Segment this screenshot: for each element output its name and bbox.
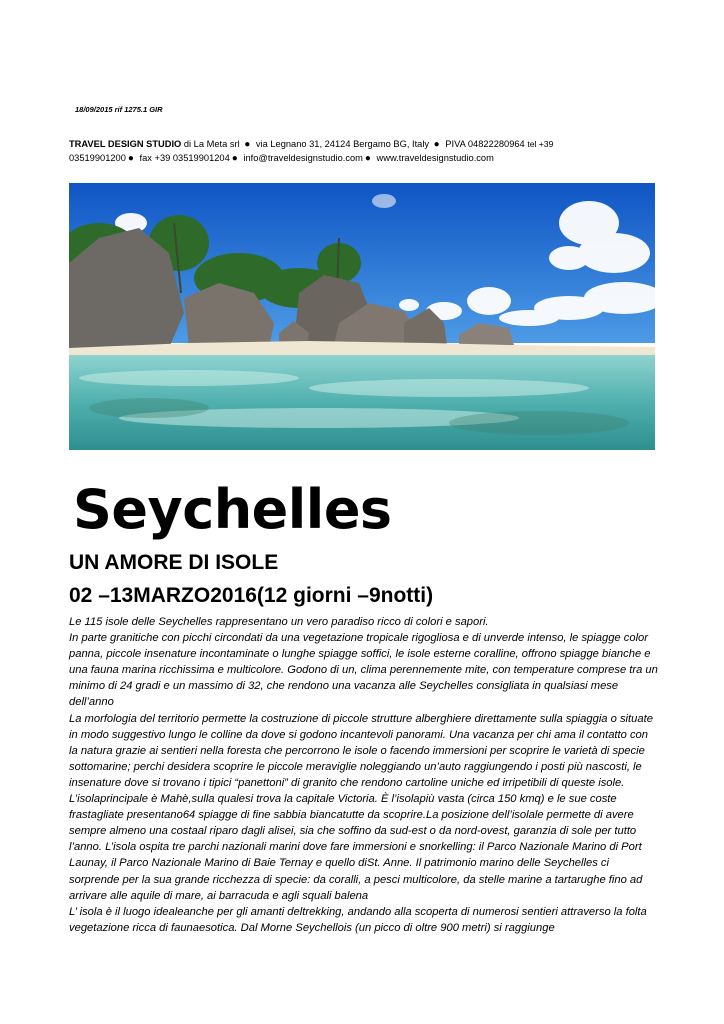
bullet-icon: ● [244, 139, 251, 150]
bullet-icon: ● [364, 152, 371, 164]
document-reference: 18/09/2015 rif 1275.1 GIR [75, 105, 163, 114]
bullet-icon: ● [433, 139, 440, 150]
description-text [69, 614, 659, 936]
tel-label: tel +39 [527, 139, 554, 149]
company-info [69, 138, 659, 165]
paragraph: L’isolaprincipale è Mahè,sulla qualesi trova la capitale Victoria. È l’isolapiù vasta (circa 150 kmq) e le sue coste frastagliate presentano64 spiagge di fine sabbia biancatutte da scoprire.La posizione dell’isolale permette di avere sempre almeno una costaal riparo dagli alisei, sia che soffino da sud-est o da nord-ovest, garanzia di sole per tutto l’anno. L’isola ospita tre parchi nazionali marini dove fare immersioni e snorkelling: il Parco Nazionale Marino di Port Launay, il Parco Nazionale Marino di Baie Ternay e quello diSt. Anne. Il patrimonio marino delle Seychelles ci sorprende per la sua grande ricchezza di specie: da coralli, a pesci multicolore, da stelle marine a tartarughe fino ad arrivare alle aquile di mare, ai barracuda e agli squali balena [69, 793, 643, 902]
paragraph: Le 115 isole delle Seychelles rappresentano un vero paradiso ricco di colori e sapori. [69, 616, 489, 628]
tel-number: 03519901200 [69, 152, 126, 163]
company-fax: fax +39 03519901204 [139, 152, 230, 163]
company-suffix: di La Meta srl [181, 139, 240, 149]
beach-photo [69, 183, 655, 450]
page-title: Seychelles [73, 478, 392, 541]
company-website[interactable]: www.traveldesignstudio.com [376, 152, 494, 163]
paragraph: In parte granitiche con picchi circondati da una vegetazione tropicale rigogliosa e di unverde intenso, le spiagge color panna, piccole insenature incontaminate o lunghe spiagge soffici, le isole esterne coralline, offrono spiagge bianche e una fauna marina ricchissima e multicolore. Godono di un, clima perennemente mite, con temperature comprese tra un minimo di 24 gradi e un massimo di 32, che rendono una vacanza alle Seychelles consigliata in qualsiasi mese dell’anno [69, 632, 658, 709]
bullet-icon: ● [127, 152, 134, 164]
company-email[interactable]: info@traveldesignstudio.com [243, 152, 363, 163]
company-vat: PIVA 04822280964 [445, 139, 525, 149]
company-address: via Legnano 31, 24124 Bergamo BG, Italy [255, 139, 430, 149]
page-subtitle: UN AMORE DI ISOLE [69, 551, 279, 574]
trip-dates: 02 –13MARZO2016(12 giorni –9notti) [69, 584, 434, 607]
paragraph: L’ isola è il luogo idealeanche per gli amanti deltrekking, andando alla scoperta di numerosi sentieri attraverso la folta vegetazione ricca di faunaesotica. Dal Morne Seychellois (un picco di oltre 900 metri) si raggiunge [69, 905, 647, 934]
bullet-icon: ● [231, 152, 238, 164]
paragraph: La morfologia del territorio permette la costruzione di piccole strutture alberghiere direttamente sulla spiaggia o situate in modo suggestivo lungo le colline da dove si godono incantevoli panorami. Una vacanza per chi ama il contatto con la natura grazie ai sentieri nella foresta che percorrono le isole o facendo immersioni per scoprire le varietà di specie sottomarine; perchi desidera scoprire le piccole meraviglie noleggiando un’auto raggiungendo i posti più nascosti, le insenature dove si trovano i tipici “panettoni” di granito che rendono cartoline uniche ed irripetibili di queste isole. [69, 712, 653, 789]
company-name: TRAVEL DESIGN STUDIO [69, 139, 182, 149]
